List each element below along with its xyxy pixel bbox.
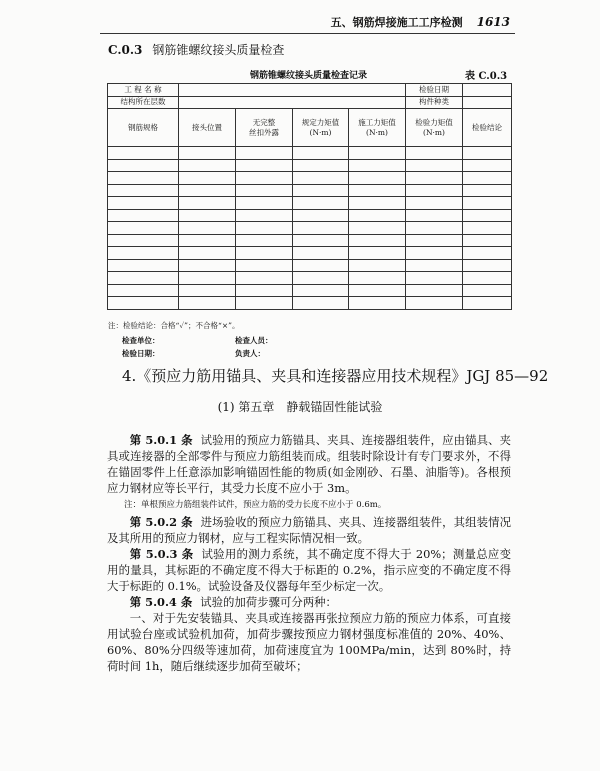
table-cell xyxy=(463,197,512,210)
table-cell xyxy=(463,222,512,235)
table-row xyxy=(108,159,512,172)
table-cell xyxy=(108,147,179,160)
clause-text: 试验用的预应力筋锚具、夹具、连接器组装件，应由锚具、夹具或连接器的全部零件与预应力筋组装而成。组装时除设计有专门要求外，不得在锚固零件上任意添加影响锚固性能的物质(如金刚砂、石墨、油脂等)。各根预应力钢材应等长平行，其受力长度不应小于 3m。 xyxy=(107,433,511,495)
table-cell xyxy=(406,284,463,297)
table-row xyxy=(108,172,512,185)
table-cell xyxy=(463,209,512,222)
table-row xyxy=(108,234,512,247)
table-cell xyxy=(463,272,512,285)
table-cell xyxy=(236,284,293,297)
table-cell xyxy=(349,209,406,222)
table-cell xyxy=(463,84,512,97)
clause-5-0-4 xyxy=(107,594,511,610)
table-cell xyxy=(406,159,463,172)
table-cell xyxy=(108,159,179,172)
table-cell xyxy=(463,96,512,109)
table-cell xyxy=(349,172,406,185)
table-cell xyxy=(349,272,406,285)
table-cell xyxy=(463,172,512,185)
table-header-row xyxy=(108,109,512,147)
clause-text: 进场验收的预应力筋锚具、夹具、连接器组装件，其组装情况及其所用的预应力钢材，应与工程实际情况相一致。 xyxy=(107,515,511,545)
table-cell xyxy=(108,297,179,310)
column-header: 施工力矩值 (N·m) xyxy=(349,109,406,147)
clause-note: 注：单根预应力筋组装件试件，预应力筋的受力长度不应小于 0.6m。 xyxy=(124,500,387,510)
table-cell xyxy=(179,147,236,160)
table-row xyxy=(108,209,512,222)
table-row xyxy=(108,96,512,109)
table-cell: 工 程 名 称 xyxy=(108,84,179,97)
table-cell xyxy=(179,247,236,260)
table-cell xyxy=(293,234,349,247)
table-cell xyxy=(349,297,406,310)
table-cell xyxy=(179,259,236,272)
column-header: 检验力矩值 (N·m) xyxy=(406,109,463,147)
table-cell xyxy=(349,234,406,247)
table-row xyxy=(108,197,512,210)
table-cell xyxy=(293,297,349,310)
table-cell xyxy=(236,147,293,160)
table-cell xyxy=(236,184,293,197)
table-cell xyxy=(236,209,293,222)
table-cell xyxy=(108,259,179,272)
table-title: 钢筋锥螺纹接头质量检查记录 xyxy=(250,71,368,81)
table-cell xyxy=(463,234,512,247)
table-cell: 结构所在层数 xyxy=(108,96,179,109)
table-cell xyxy=(108,234,179,247)
table-cell xyxy=(406,272,463,285)
table-cell xyxy=(179,272,236,285)
table-cell xyxy=(463,247,512,260)
table-cell xyxy=(349,259,406,272)
table-cell xyxy=(406,209,463,222)
section-text: 钢筋锥螺纹接头质量检查 xyxy=(152,43,285,57)
inspector-label: 检查人员： xyxy=(235,336,273,345)
inspection-unit-label: 检查单位： xyxy=(122,336,160,345)
table-cell xyxy=(108,197,179,210)
table-note: 注：检验结论：合格“✓”；不合格“×”。 xyxy=(108,321,240,330)
table-cell xyxy=(406,147,463,160)
table-cell xyxy=(236,197,293,210)
table-number: 表 C.0.3 xyxy=(465,71,508,82)
table-cell: 检验日期 xyxy=(406,84,463,97)
table-cell xyxy=(108,284,179,297)
column-header: 无完整 丝扣外露 xyxy=(236,109,293,147)
table-cell xyxy=(406,259,463,272)
table-row xyxy=(108,84,512,97)
table-cell xyxy=(179,209,236,222)
table-row xyxy=(108,247,512,260)
table-row xyxy=(108,184,512,197)
clause-text: 试验的加荷步骤可分两种： xyxy=(200,595,337,609)
table-row xyxy=(108,272,512,285)
table-cell xyxy=(349,247,406,260)
section-title xyxy=(108,41,284,58)
table-cell xyxy=(463,297,512,310)
column-header: 检验结论 xyxy=(463,109,512,147)
table-cell xyxy=(406,247,463,260)
table-cell xyxy=(463,184,512,197)
clause-5-0-1 xyxy=(107,432,511,496)
standard-heading: 4.《预应力筋用锚具、夹具和连接器应用技术规程》JGJ 85—92 xyxy=(122,367,549,385)
clause-number: 第 5.0.4 条 xyxy=(129,595,193,609)
table-cell xyxy=(406,172,463,185)
table-cell xyxy=(293,272,349,285)
table-cell xyxy=(179,222,236,235)
table-cell xyxy=(463,259,512,272)
table-cell xyxy=(293,259,349,272)
clause-text: 试验用的测力系统，其不确定度不得大于 20%；测量总应变用的量具，其标距的不确定度不得大于标距的 0.2%，指示应变的不确定度不得大于标距的 0.1%。试验设备及仪器每年至少标定一次。 xyxy=(107,547,511,593)
responsible-person-label: 负责人： xyxy=(235,349,265,358)
chapter-heading: (1) 第五章 静载锚固性能试验 xyxy=(217,400,383,414)
inspection-date-label: 检验日期： xyxy=(122,349,160,358)
table-cell xyxy=(349,159,406,172)
table-cell xyxy=(236,159,293,172)
table-cell xyxy=(293,209,349,222)
table-cell xyxy=(293,184,349,197)
table-cell xyxy=(293,172,349,185)
clause-number: 第 5.0.1 条 xyxy=(129,433,193,447)
table-cell xyxy=(108,184,179,197)
table-cell xyxy=(108,209,179,222)
table-row xyxy=(108,147,512,160)
table-cell xyxy=(349,284,406,297)
running-header xyxy=(330,14,510,30)
table-cell xyxy=(236,222,293,235)
table-cell xyxy=(179,184,236,197)
table-cell xyxy=(236,259,293,272)
table-cell xyxy=(293,147,349,160)
column-header: 接头位置 xyxy=(179,109,236,147)
header-rule xyxy=(100,33,515,34)
table-cell xyxy=(179,234,236,247)
table-cell xyxy=(236,247,293,260)
clause-number: 第 5.0.3 条 xyxy=(129,547,194,561)
table-cell xyxy=(179,172,236,185)
clause-number: 第 5.0.2 条 xyxy=(129,515,193,529)
column-header: 钢筋规格 xyxy=(108,109,179,147)
table-cell xyxy=(236,297,293,310)
table-cell xyxy=(179,96,406,109)
table-cell xyxy=(293,222,349,235)
table-cell xyxy=(108,172,179,185)
table-cell xyxy=(293,159,349,172)
table-cell xyxy=(108,222,179,235)
inspection-table xyxy=(107,83,512,310)
table-row xyxy=(108,259,512,272)
table-cell xyxy=(236,272,293,285)
table-cell xyxy=(179,197,236,210)
table-cell xyxy=(236,172,293,185)
body-text xyxy=(107,432,511,674)
table-cell xyxy=(406,297,463,310)
column-header: 规定力矩值 (N·m) xyxy=(293,109,349,147)
table-cell xyxy=(349,184,406,197)
table-cell xyxy=(406,234,463,247)
table-cell xyxy=(179,84,406,97)
table-cell xyxy=(406,197,463,210)
table-cell xyxy=(463,147,512,160)
table-cell xyxy=(179,159,236,172)
table-cell xyxy=(108,247,179,260)
table-cell xyxy=(236,234,293,247)
page-number: 1613 xyxy=(476,15,510,29)
table-cell xyxy=(406,222,463,235)
table-cell xyxy=(179,297,236,310)
table-cell xyxy=(293,247,349,260)
table-row xyxy=(108,284,512,297)
table-cell xyxy=(293,284,349,297)
clause-5-0-3 xyxy=(107,546,511,594)
table-cell xyxy=(179,284,236,297)
chapter-header: 五、钢筋焊接施工工序检测 xyxy=(330,16,463,29)
clause-item-1: 一、对于先安装锚具、夹具或连接器再张拉预应力筋的预应力体系，可直接用试验台座或试验机加荷，加荷步骤按预应力钢材强度标准值的 20%、40%、60%、80%分四级等速加荷，加荷速度宜为 100MPa/min，达到 80%时，持荷时间 1h，随后继续逐步加荷至破坏； xyxy=(107,611,511,673)
table-cell xyxy=(463,159,512,172)
table-cell xyxy=(108,272,179,285)
table-row xyxy=(108,222,512,235)
table-cell xyxy=(349,222,406,235)
section-number: C.0.3 xyxy=(108,43,143,57)
clause-5-0-2 xyxy=(107,514,511,546)
table-cell xyxy=(349,147,406,160)
table-cell xyxy=(293,197,349,210)
table-cell: 构件种类 xyxy=(406,96,463,109)
table-cell xyxy=(406,184,463,197)
table-cell xyxy=(463,284,512,297)
table-row xyxy=(108,297,512,310)
table-cell xyxy=(349,197,406,210)
